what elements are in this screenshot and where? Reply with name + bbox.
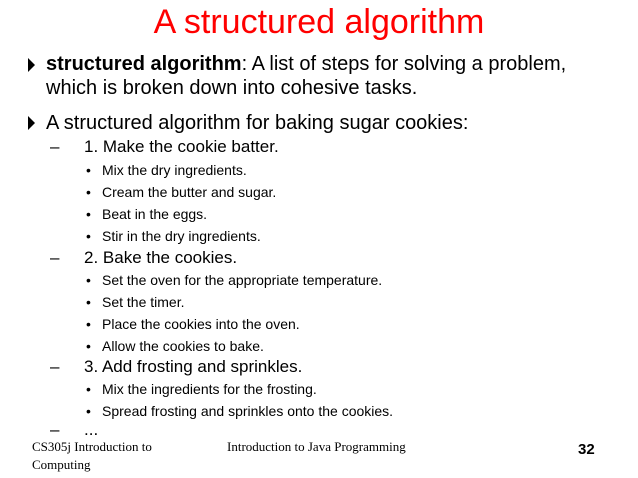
bullet-definition [46,52,606,100]
dash-marker: – [50,420,60,439]
triangle-bullet-icon [28,58,35,72]
dot-marker: • [86,206,91,222]
step-1-item: Cream the butter and sugar. [102,184,277,200]
triangle-bullet-icon [28,116,35,130]
step-2-item: Allow the cookies to bake. [102,338,264,354]
dash-marker: – [50,357,60,376]
slide-title: A structured algorithm [153,3,485,41]
step-1-item: Stir in the dry ingredients. [102,228,261,244]
page-number: 32 [578,441,595,458]
dot-marker: • [86,403,91,419]
dot-marker: • [86,184,91,200]
step-2-label: 2. Bake the cookies. [84,248,238,267]
dot-marker: • [86,228,91,244]
dot-marker: • [86,381,91,397]
step-ellipsis: ... [84,420,99,439]
dot-marker: • [86,294,91,310]
step-2-item: Place the cookies into the oven. [102,316,300,332]
step-2-item: Set the timer. [102,294,185,310]
bullet-cookies-intro: A structured algorithm for baking sugar cookies: [46,112,469,134]
dash-marker: – [50,248,60,267]
step-3-item: Spread frosting and sprinkles onto the cookies. [102,403,394,419]
dot-marker: • [86,338,91,354]
footer-title: Introduction to Java Programming [227,439,406,454]
definition-text: : A list of steps for solving a problem, which is broken down into cohesive tasks. [46,53,567,99]
dot-marker: • [86,316,91,332]
step-1-item: Mix the dry ingredients. [102,162,247,178]
dash-marker: – [50,137,60,156]
dot-marker: • [86,272,91,288]
step-1-item: Beat in the eggs. [102,206,208,222]
step-3-label: 3. Add frosting and sprinkles. [84,357,303,376]
term-structured-algorithm: structured algorithm [46,53,242,75]
step-3-item: Mix the ingredients for the frosting. [102,381,317,397]
dot-marker: • [86,162,91,178]
step-1-label: 1. Make the cookie batter. [84,137,279,156]
step-2-item: Set the oven for the appropriate temperature. [102,272,383,288]
footer-course: CS305j Introduction to Computing [32,439,152,472]
